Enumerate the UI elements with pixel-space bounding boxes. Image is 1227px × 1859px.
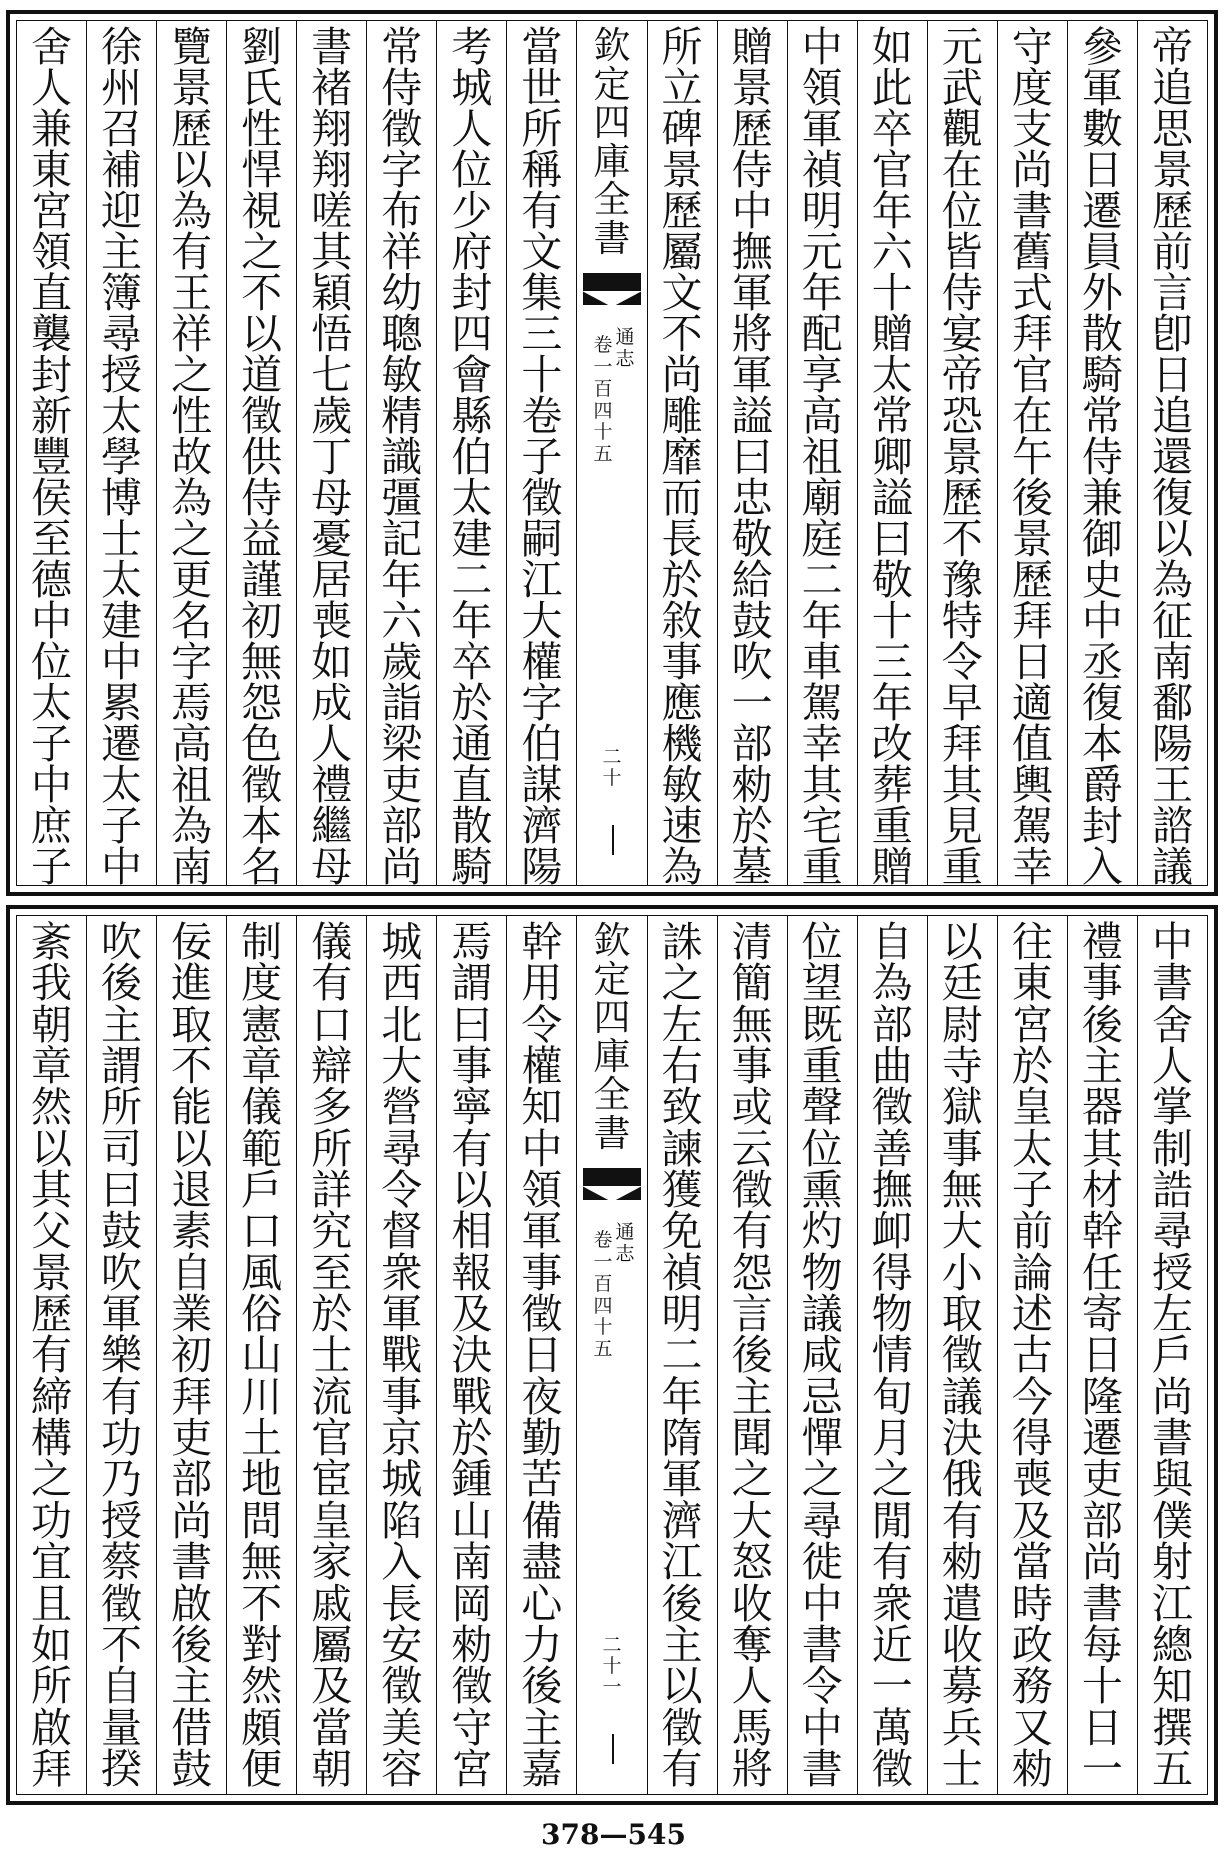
folio-top bbox=[6, 10, 1218, 896]
book-title: 欽 定 四 庫 全 書 bbox=[593, 24, 631, 260]
text-column: 誅 之 左 右 致 諫 獲 免 禎 明 二 年 隋 軍 濟 江 後 主 以 徵 有 bbox=[647, 916, 717, 1794]
fish-tail-mark bbox=[583, 273, 640, 305]
text-column: 贈 景 歷 侍 中 撫 軍 將 軍 謚 曰 忠 敬 給 鼓 吹 一 部 勑 於 墓 bbox=[717, 21, 787, 885]
text-column: 焉 謂 曰 事 寧 有 以 相 報 及 決 戰 於 鍾 山 南 岡 勑 徵 守 宮 bbox=[436, 916, 506, 1794]
text-column: 禮 事 後 主 器 其 材 幹 任 寄 日 隆 遷 吏 部 尚 書 每 十 日 一 bbox=[1067, 916, 1137, 1794]
text-column: 城 西 北 大 營 尋 令 督 衆 軍 戰 事 京 城 陷 入 長 安 徵 美 容 bbox=[366, 916, 436, 1794]
text-column: 守 度 支 尚 書 舊 式 拜 官 在 午 後 景 歷 拜 日 適 值 輿 駕 幸 bbox=[997, 21, 1067, 885]
folio-bottom bbox=[6, 905, 1218, 1805]
text-column: 儀 有 口 辯 多 所 詳 究 至 於 士 流 官 宦 皇 家 戚 屬 及 當 朝 bbox=[296, 916, 366, 1794]
text-column: 當 世 所 稱 有 文 集 三 十 卷 子 徵 嗣 江 大 權 字 伯 謀 濟 陽 bbox=[506, 21, 576, 885]
center-tick bbox=[612, 1734, 614, 1764]
text-column: 元 武 觀 在 位 皆 侍 宴 帝 恐 景 歷 不 豫 特 令 早 拜 其 見 重 bbox=[927, 21, 997, 885]
text-column: 往 東 宮 於 皇 太 子 前 論 述 古 今 得 喪 及 當 時 政 務 又 勑 bbox=[997, 916, 1067, 1794]
folio-bottom-columns bbox=[17, 916, 1207, 1794]
text-column: 幹 用 令 權 知 中 領 軍 事 徵 日 夜 勤 苦 備 盡 心 力 後 主 嘉 bbox=[506, 916, 576, 1794]
text-column: 位 望 既 重 聲 位 熏 灼 物 議 咸 忌 憚 之 尋 徙 中 書 令 中 書 bbox=[787, 916, 857, 1794]
text-column: 書 褚 翔 翔 嗟 其 穎 悟 七 歲 丁 母 憂 居 喪 如 成 人 禮 繼 母 bbox=[296, 21, 366, 885]
text-column: 吹 後 主 謂 所 司 曰 鼓 吹 軍 樂 有 功 乃 授 蔡 徵 不 自 量 揆 bbox=[86, 916, 156, 1794]
folio-bottom-frame bbox=[16, 915, 1208, 1795]
center-column bbox=[576, 916, 646, 1794]
leaf-number: 二 十 bbox=[602, 746, 622, 790]
text-column: 考 城 人 位 少 府 封 四 會 縣 伯 太 建 二 年 卒 於 通 直 散 騎 bbox=[436, 21, 506, 885]
text-column: 紊 我 朝 章 然 以 其 父 景 歷 有 締 構 之 功 宜 且 如 所 啟 拜 bbox=[30, 918, 72, 1793]
fish-tail-mark bbox=[583, 1168, 640, 1200]
text-column: 常 侍 徵 字 布 祥 幼 聰 敏 精 識 彊 記 年 六 歲 詣 梁 吏 部 尚 bbox=[366, 21, 436, 885]
text-column: 舍 人 兼 東 宮 領 直 襲 封 新 豐 侯 至 德 中 位 太 子 中 庶 子 bbox=[30, 23, 72, 885]
text-column: 覽 景 歷 以 為 有 王 祥 之 性 故 為 之 更 名 字 焉 高 祖 為 南 bbox=[156, 21, 226, 885]
folio-top-columns bbox=[17, 21, 1207, 885]
text-column: 中 書 舍 人 掌 制 誥 尋 授 左 戶 尚 書 與 僕 射 江 總 知 撰 五 bbox=[1137, 916, 1207, 1794]
text-column: 如 此 卒 官 年 六 十 贈 太 常 卿 謚 曰 敬 十 三 年 改 葬 重 贈 bbox=[857, 21, 927, 885]
center-column bbox=[576, 21, 646, 885]
text-column: 劉 氏 性 悍 視 之 不 以 道 徵 供 侍 益 謹 初 無 怨 色 徵 本 名 bbox=[226, 21, 296, 885]
section-label: 通 志 bbox=[615, 326, 635, 370]
section-label: 通 志 bbox=[615, 1221, 635, 1265]
text-column: 自 為 部 曲 徵 善 撫 卹 得 物 情 旬 月 之 閒 有 衆 近 一 萬 徵 bbox=[857, 916, 927, 1794]
text-column: 徐 州 召 補 迎 主 簿 尋 授 太 學 博 士 太 建 中 累 遷 太 子 中 bbox=[86, 21, 156, 885]
text-column: 帝 追 思 景 歷 前 言 卽 日 追 還 復 以 為 征 南 鄱 陽 王 諮 議 bbox=[1137, 21, 1207, 885]
folio-top-frame bbox=[16, 20, 1208, 886]
page-footer-number: 378—545 bbox=[541, 1818, 686, 1851]
book-title: 欽 定 四 庫 全 書 bbox=[593, 919, 631, 1155]
center-tick bbox=[612, 825, 614, 855]
text-column: 佞 進 取 不 能 以 退 素 自 業 初 拜 吏 部 尚 書 啟 後 主 借 鼓 bbox=[156, 916, 226, 1794]
text-column: 中 領 軍 禎 明 元 年 配 享 高 祖 廟 庭 二 年 車 駕 幸 其 宅 重 bbox=[787, 21, 857, 885]
volume-label: 卷 一 百 四 十 五 bbox=[593, 1229, 613, 1361]
text-column: 制 度 憲 章 儀 範 戶 口 風 俗 山 川 土 地 問 無 不 對 然 頗 便 bbox=[226, 916, 296, 1794]
text-column: 以 廷 尉 寺 獄 事 無 大 小 取 徵 議 決 俄 有 勑 遣 收 募 兵 士 bbox=[927, 916, 997, 1794]
text-column: 參 軍 數 日 遷 員 外 散 騎 常 侍 兼 御 史 中 丞 復 本 爵 封 入 bbox=[1067, 21, 1137, 885]
volume-label: 卷 一 百 四 十 五 bbox=[593, 334, 613, 466]
text-column: 所 立 碑 景 歷 屬 文 不 尚 雕 靡 而 長 於 敘 事 應 機 敏 速 為 bbox=[647, 21, 717, 885]
leaf-number: 二 十 一 bbox=[602, 1634, 622, 1699]
text-column: 清 簡 無 事 或 云 徵 有 怨 言 後 主 聞 之 大 怒 收 奪 人 馬 將 bbox=[717, 916, 787, 1794]
